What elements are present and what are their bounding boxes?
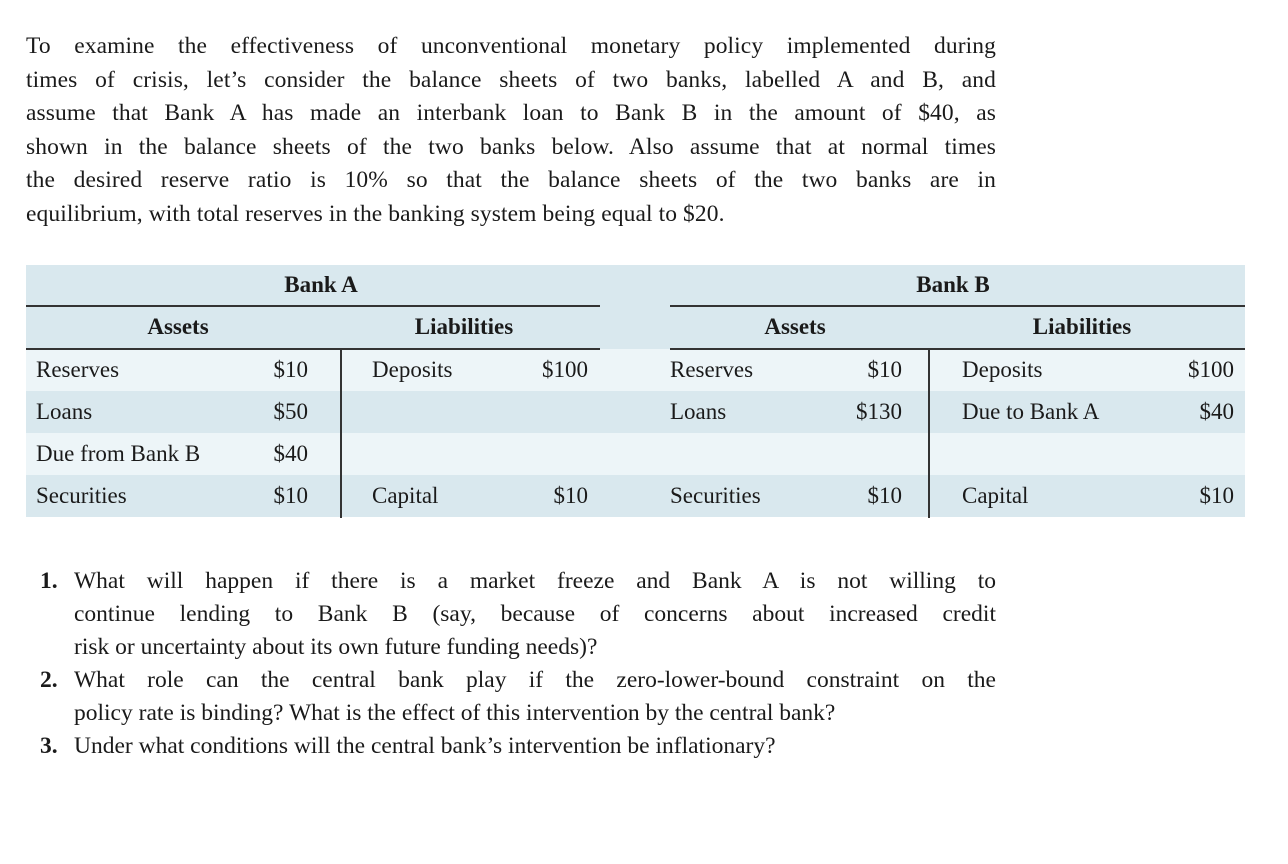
bank-b-liability-label: Due to Bank A [962,399,1100,424]
bank-b-asset-label: Reserves [670,357,754,382]
question-item [40,730,996,763]
intro-line: equilibrium, with total reserves in the banking system being equal to $20. [26,200,725,227]
bank-a-divider [340,349,342,518]
bank-a-liabilities-header: Liabilities [414,314,514,339]
bank-a-asset-label: Due from Bank B [36,441,201,466]
table-row [26,433,1245,475]
bank-b-liability-value: $100 [1188,357,1234,382]
question-line: What will happen if there is a market freeze and Bank A is not willing to [74,568,996,594]
bank-b-title: Bank B [916,272,990,297]
intro-line: To examine the effectiveness of unconventional monetary policy implemented during [26,33,996,59]
bank-a-asset-value: $10 [273,357,308,382]
bank-b-asset-label: Loans [670,399,727,424]
intro-line: times of crisis, let’s consider the balance sheets of two banks, labelled A and B, and [26,66,996,93]
question-item [40,664,996,730]
intro-paragraph [26,30,996,231]
bank-b-divider [928,349,930,518]
bank-b-liability-label: Capital [962,483,1029,508]
bank-a-title: Bank A [284,272,358,297]
bank-b-title-rule [670,305,1245,307]
intro-line: assume that Bank A has made an interbank loan to Bank B in the amount of $40, as [26,100,996,126]
bank-a-asset-label: Loans [36,399,93,424]
question-line: policy rate is binding? What is the effect of this intervention by the central bank? [74,700,836,726]
question-list [40,565,996,763]
bank-b-header-rule [670,348,1245,350]
bank-a-liability-label: Capital [372,483,439,508]
question-number: 3. [40,733,58,759]
bank-b-assets-header: Assets [764,314,826,339]
intro-line: shown in the balance sheets of the two banks below. Also assume that at normal times [26,133,996,160]
question-line: What role can the central bank play if the zero-lower-bound constraint on the [74,667,996,693]
question-number: 1. [40,568,58,594]
bank-a-header-rule [26,348,600,350]
bank-a-assets-header: Assets [147,314,209,339]
bank-a-title-rule [26,305,600,307]
bank-b-liability-value: $10 [1199,483,1234,508]
bank-b-asset-value: $130 [856,399,902,424]
bank-b-asset-value: $10 [867,483,902,508]
question-line: risk or uncertainty about its own future funding needs)? [74,634,598,660]
bank-a-asset-label: Securities [36,483,127,508]
bank-a-liability-value: $100 [542,357,588,382]
bank-b-liability-label: Deposits [962,357,1043,382]
question-line: continue lending to Bank B (say, because of concerns about increased credit [74,601,996,627]
bank-b-liability-value: $40 [1199,399,1234,424]
bank-a-asset-value: $10 [273,483,308,508]
question-number: 2. [40,667,58,693]
bank-a-liability-value: $10 [553,483,588,508]
question-item [40,565,996,664]
intro-line: the desired reserve ratio is 10% so that the balance sheets of the two banks are in [26,167,996,193]
table-row [26,475,1245,517]
bank-a-liability-label: Deposits [372,357,453,382]
bank-a-asset-value: $40 [273,441,308,466]
table-row [26,349,1245,391]
bank-b-asset-label: Securities [670,483,761,508]
bank-a-asset-label: Reserves [36,357,120,382]
bank-a-asset-value: $50 [273,399,308,424]
question-line: Under what conditions will the central bank’s intervention be inflationary? [74,733,776,759]
balance-sheet-table [26,265,1245,518]
bank-b-asset-value: $10 [867,357,902,382]
bank-b-liabilities-header: Liabilities [1032,314,1132,339]
